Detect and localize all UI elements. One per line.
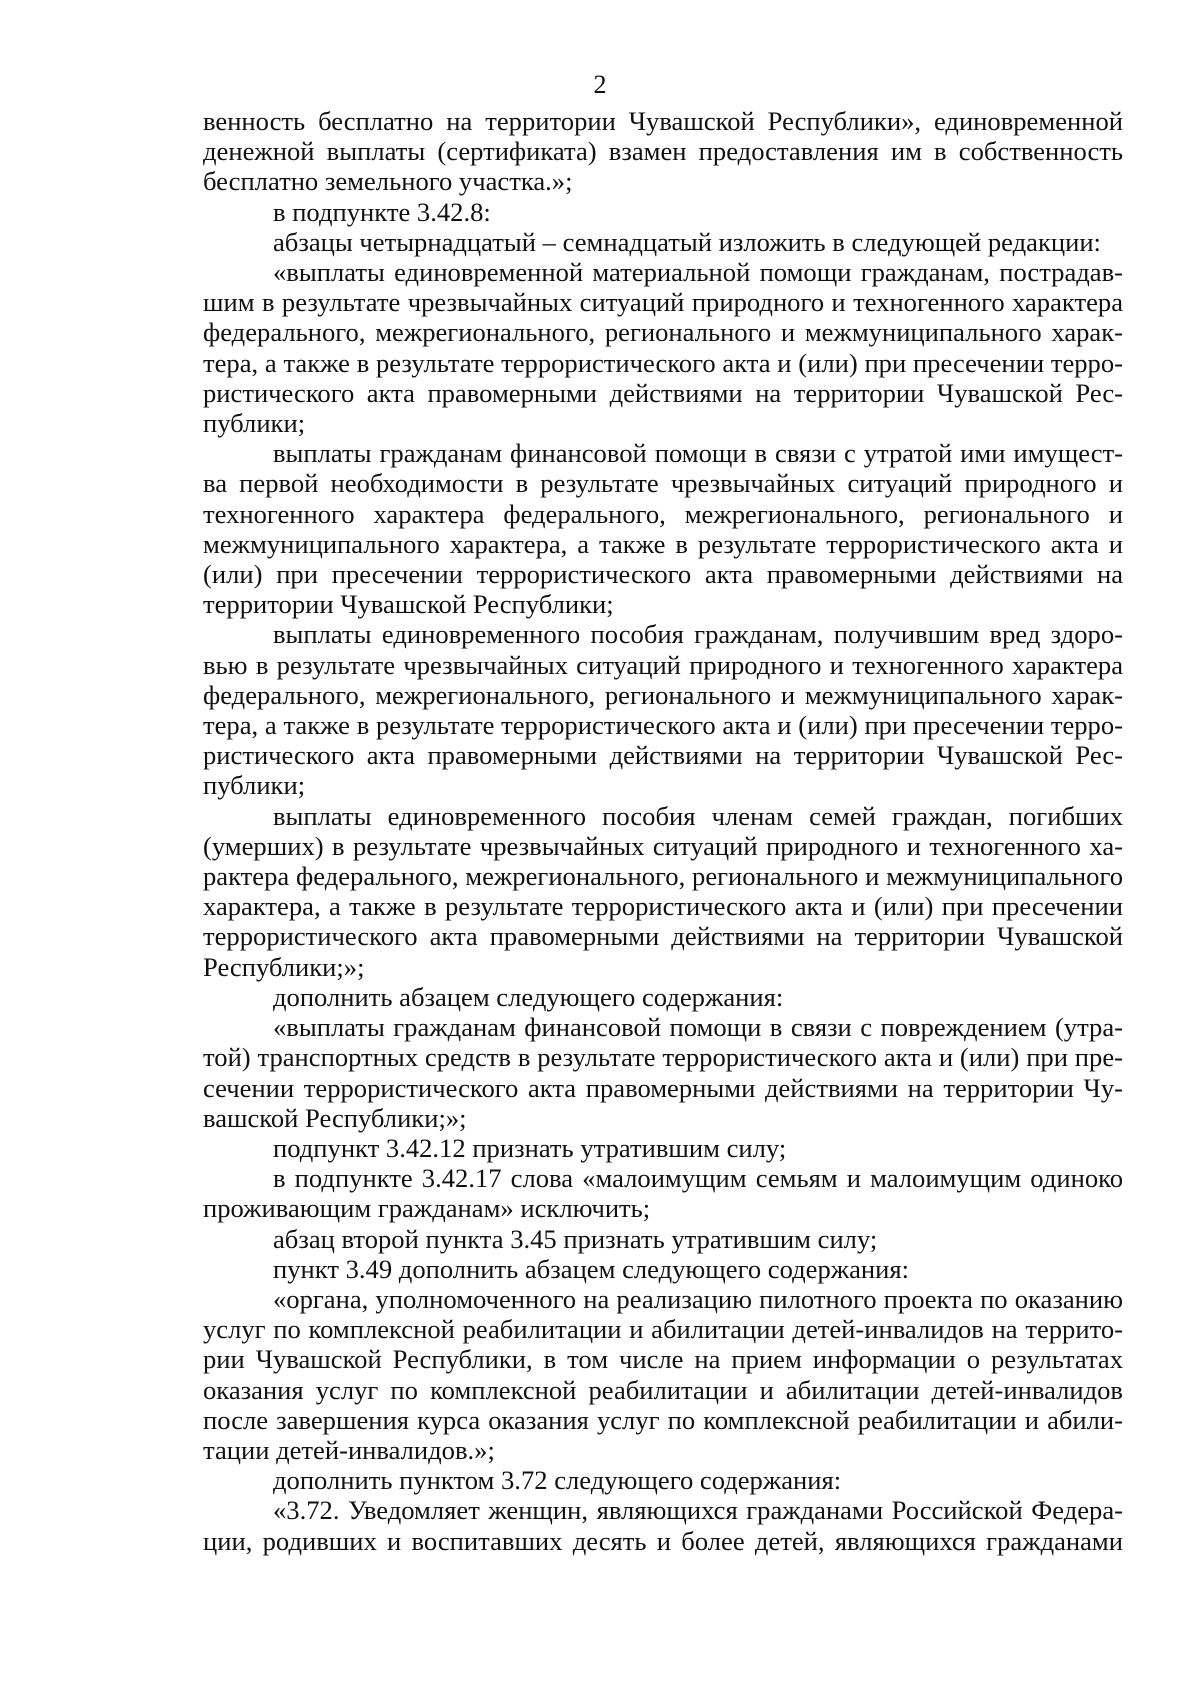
text-line: ва первой необходимости в результате чрезвычайных ситуаций природного и <box>203 468 1123 499</box>
text-line: оказания услуг по комплексной реабилитации и абилитации детей-инвалидов <box>203 1374 1123 1405</box>
text-line: дополнить пунктом 3.72 следующего содержания: <box>273 1465 842 1496</box>
text-line: тера, а также в результате террористического акта и (или) при пресечении терро- <box>203 347 1123 378</box>
text-line: после завершения курса оказания услуг по комплексной реабилитации и абили- <box>203 1404 1123 1435</box>
text-line: тера, а также в результате террористического акта и (или) при пресечении терро- <box>203 710 1123 741</box>
text-line: услуг по комплексной реабилитации и абилитации детей-инвалидов на террито- <box>203 1314 1123 1345</box>
text-line: вашской Республики;»; <box>203 1102 467 1133</box>
text-line: дополнить абзацем следующего содержания: <box>273 981 784 1012</box>
text-line: характера, а также в результате террористического акта и (или) при пресечении <box>203 891 1123 922</box>
text-line: выплаты единовременного пособия членам семей граждан, погибших <box>273 800 1123 831</box>
text-line: ристического акта правомерными действиями на территории Чувашской Рес- <box>203 377 1123 408</box>
text-line: «3.72. Уведомляет женщин, являющихся гражданами Российской Федера- <box>273 1495 1123 1526</box>
text-line: той) транспортных средств в результате террористического акта и (или) при пре- <box>203 1042 1123 1073</box>
text-line: «органа, уполномоченного на реализацию пилотного проекта по оказанию <box>273 1283 1123 1314</box>
text-line: техногенного характера федерального, межрегионального, регионального и <box>203 498 1123 529</box>
text-line: в подпункте 3.42.8: <box>273 196 491 227</box>
text-line: (или) при пресечении террористического акта правомерными действиями на <box>203 559 1123 590</box>
text-line: рии Чувашской Республики, в том числе на прием информации о результатах <box>203 1344 1123 1375</box>
document-body <box>203 106 1123 1556</box>
text-line: ции, родивших и воспитавших десять и более детей, являющихся гражданами <box>203 1525 1123 1556</box>
text-line: «выплаты гражданам финансовой помощи в связи с повреждением (утра- <box>273 1012 1123 1043</box>
text-line: сечении террористического акта правомерными действиями на территории Чу- <box>203 1072 1123 1103</box>
text-line: вью в результате чрезвычайных ситуаций природного и техногенного характера <box>203 649 1123 680</box>
text-line: публики; <box>203 408 306 439</box>
text-line: (умерших) в результате чрезвычайных ситуаций природного и техногенного ха- <box>203 830 1123 861</box>
text-line: выплаты единовременного пособия гражданам, получившим вред здоро- <box>273 619 1123 650</box>
text-line: абзац второй пункта 3.45 признать утратившим силу; <box>273 1223 878 1254</box>
text-line: шим в результате чрезвычайных ситуаций природного и техногенного характера <box>203 287 1123 318</box>
text-line: пункт 3.49 дополнить абзацем следующего содержания: <box>273 1253 910 1284</box>
text-line: абзацы четырнадцатый – семнадцатый изложить в следующей редакции: <box>273 226 1101 257</box>
text-line: территории Чувашской Республики; <box>203 589 614 620</box>
text-line: в подпункте 3.42.17 слова «малоимущим семьям и малоимущим одиноко <box>273 1163 1123 1194</box>
text-line: федерального, межрегионального, регионального и межмуниципального харак- <box>203 317 1123 348</box>
text-line: денежной выплаты (сертификата) взамен предоставления им в собственность <box>203 136 1123 167</box>
text-line: террористического акта правомерными действиями на территории Чувашской <box>203 921 1123 952</box>
text-line: рактера федерального, межрегионального, регионального и межмуниципального <box>203 861 1123 892</box>
text-line: бесплатно земельного участка.»; <box>203 166 573 197</box>
text-line: подпункт 3.42.12 признать утратившим силу; <box>273 1132 787 1163</box>
text-line: федерального, межрегионального, регионального и межмуниципального харак- <box>203 679 1123 710</box>
text-line: венность бесплатно на территории Чувашской Республики», единовременной <box>203 106 1123 136</box>
page-number: 2 <box>593 70 607 99</box>
text-line: «выплаты единовременной материальной помощи гражданам, пострадав- <box>273 257 1123 288</box>
text-line: проживающим гражданам» исключить; <box>203 1193 651 1224</box>
text-line: Республики;»; <box>203 951 365 982</box>
text-line: выплаты гражданам финансовой помощи в связи с утратой ими имущест- <box>273 438 1123 469</box>
text-line: ристического акта правомерными действиями на территории Чувашской Рес- <box>203 740 1123 771</box>
text-line: тации детей-инвалидов.»; <box>203 1434 495 1465</box>
text-line: межмуниципального характера, а также в результате террористического акта и <box>203 528 1123 559</box>
text-line: публики; <box>203 770 306 801</box>
